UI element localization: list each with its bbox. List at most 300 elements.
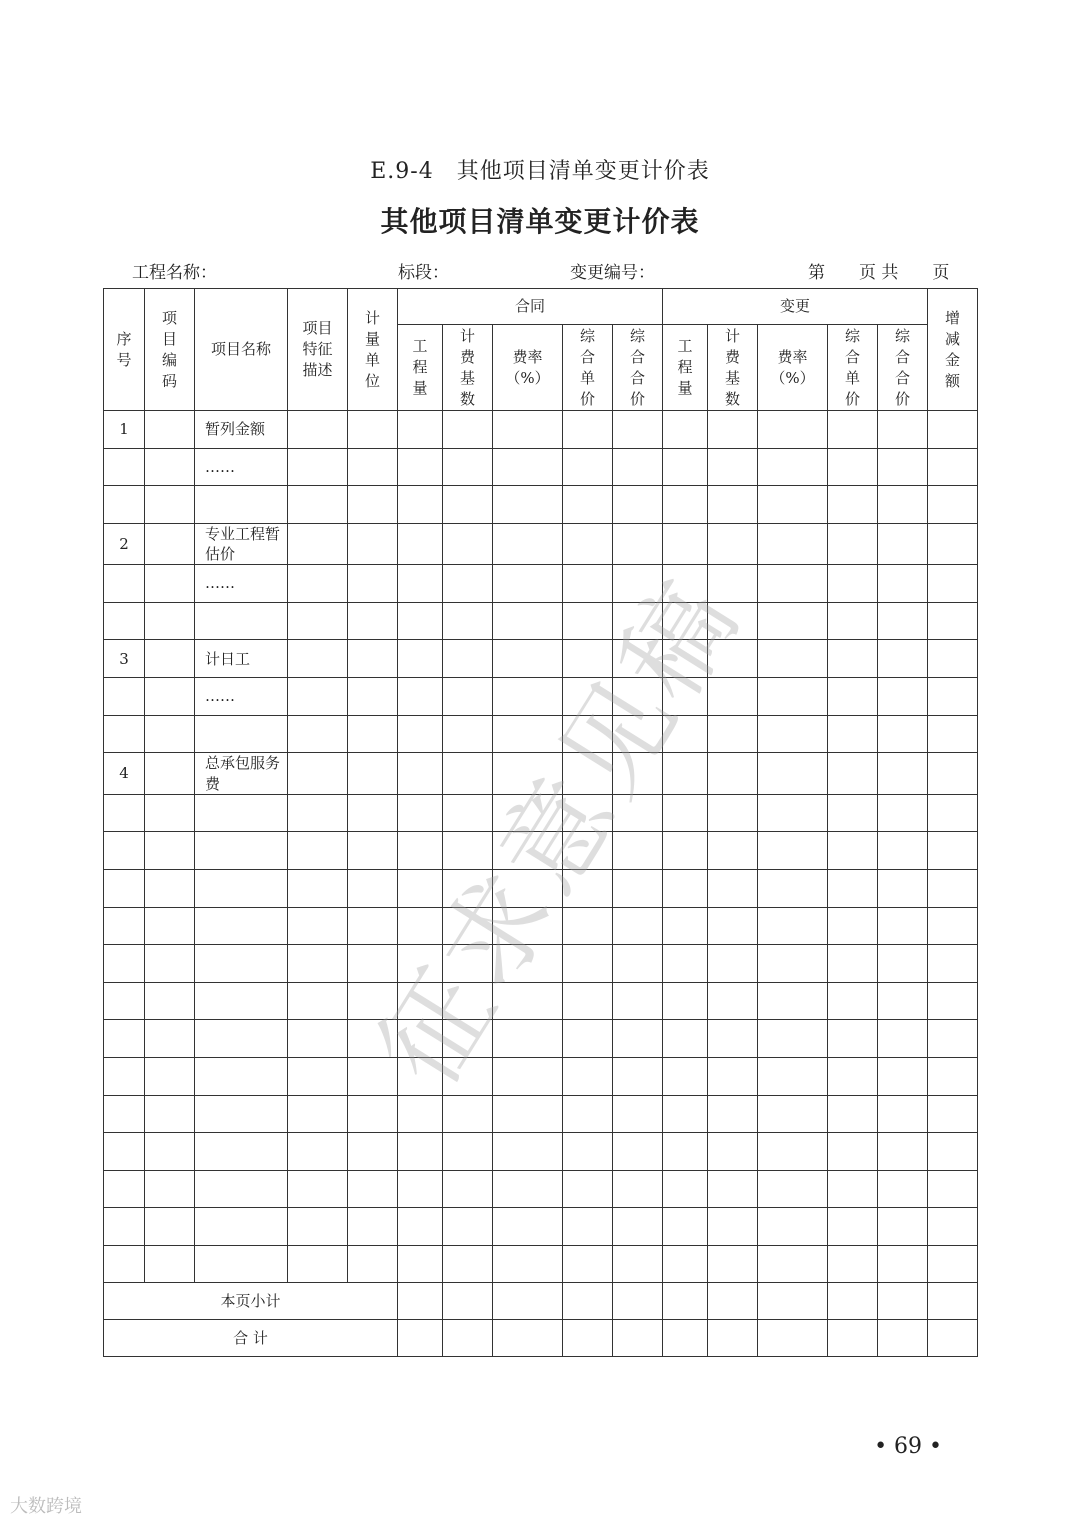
table-row <box>104 907 978 945</box>
table-cell <box>288 1020 348 1058</box>
row-name <box>195 982 288 1020</box>
table-cell <box>563 753 613 795</box>
table-cell <box>828 640 878 678</box>
table-cell <box>828 523 878 565</box>
table-cell <box>288 1245 348 1283</box>
table-cell <box>348 982 398 1020</box>
table-cell <box>828 1057 878 1095</box>
row-name: 专业工程暂估价 <box>195 523 288 565</box>
table-cell <box>348 1208 398 1246</box>
row-name <box>195 832 288 870</box>
table-cell <box>398 565 443 603</box>
table-cell <box>398 794 443 832</box>
table-cell <box>828 869 878 907</box>
table-cell <box>878 523 928 565</box>
table-row <box>104 753 978 795</box>
table-cell <box>145 1245 195 1283</box>
table-cell <box>443 1095 493 1133</box>
row-seq <box>104 1133 145 1171</box>
table-cell <box>348 448 398 486</box>
table-cell <box>493 1245 563 1283</box>
table-cell <box>878 1020 928 1058</box>
table-cell <box>708 1245 758 1283</box>
table-cell <box>563 565 613 603</box>
table-cell <box>288 1170 348 1208</box>
table-cell <box>828 602 878 640</box>
table-cell <box>398 1133 443 1171</box>
table-cell <box>348 1095 398 1133</box>
table-cell <box>145 1020 195 1058</box>
table-cell <box>878 945 928 983</box>
table-cell <box>398 1170 443 1208</box>
table-cell <box>348 869 398 907</box>
table-cell <box>145 523 195 565</box>
change-pricing-table <box>103 288 978 1357</box>
table-cell <box>288 602 348 640</box>
table-cell <box>928 678 978 716</box>
row-name <box>195 715 288 753</box>
table-cell <box>443 1170 493 1208</box>
row-name <box>195 869 288 907</box>
table-cell <box>613 448 663 486</box>
table-cell <box>348 565 398 603</box>
row-seq: 3 <box>104 640 145 678</box>
table-cell <box>145 448 195 486</box>
table-cell <box>563 1208 613 1246</box>
table-cell <box>708 982 758 1020</box>
table-cell <box>878 411 928 449</box>
table-cell <box>928 523 978 565</box>
table-row <box>104 1020 978 1058</box>
table-row <box>104 715 978 753</box>
table-cell <box>613 945 663 983</box>
table-cell <box>708 448 758 486</box>
table-cell <box>828 448 878 486</box>
row-name <box>195 602 288 640</box>
table-cell <box>758 1170 828 1208</box>
table-cell <box>348 794 398 832</box>
table-cell <box>828 1020 878 1058</box>
table-cell <box>708 411 758 449</box>
table-cell <box>145 565 195 603</box>
table-cell <box>493 1133 563 1171</box>
table-cell <box>758 832 828 870</box>
table-cell <box>493 1095 563 1133</box>
row-name: 总承包服务费 <box>195 753 288 795</box>
table-cell <box>878 1245 928 1283</box>
table-cell <box>288 1133 348 1171</box>
table-row <box>104 565 978 603</box>
table-cell <box>663 448 708 486</box>
row-seq <box>104 1020 145 1058</box>
table-cell <box>443 1133 493 1171</box>
table-cell <box>493 678 563 716</box>
table-cell <box>563 448 613 486</box>
table-row <box>104 448 978 486</box>
table-cell <box>398 832 443 870</box>
table-cell <box>828 753 878 795</box>
header-seq: 序号 <box>104 289 145 411</box>
row-seq <box>104 794 145 832</box>
table-cell <box>288 411 348 449</box>
table-cell <box>145 832 195 870</box>
row-seq <box>104 1095 145 1133</box>
total-label: 合 计 <box>104 1320 398 1357</box>
page-info-label: 第 页 共 页 <box>808 263 950 283</box>
row-seq <box>104 1170 145 1208</box>
table-row <box>104 982 978 1020</box>
table-cell <box>493 1020 563 1058</box>
table-cell <box>613 1170 663 1208</box>
table-cell <box>663 523 708 565</box>
table-cell <box>145 411 195 449</box>
table-cell <box>878 1208 928 1246</box>
table-cell <box>758 1057 828 1095</box>
table-cell <box>145 715 195 753</box>
table-cell <box>663 640 708 678</box>
table-cell <box>708 1208 758 1246</box>
table-cell <box>878 869 928 907</box>
table-cell <box>708 907 758 945</box>
table-cell <box>613 1208 663 1246</box>
table-cell <box>398 982 443 1020</box>
table-cell <box>493 982 563 1020</box>
table-cell <box>443 523 493 565</box>
table-cell <box>758 715 828 753</box>
header-desc: 项目特征描述 <box>288 289 348 411</box>
row-seq <box>104 715 145 753</box>
table-cell <box>348 832 398 870</box>
table-cell <box>758 602 828 640</box>
header-change-rate: 费率（%） <box>758 325 828 411</box>
table-cell <box>663 907 708 945</box>
table-row <box>104 945 978 983</box>
row-name: 暂列金额 <box>195 411 288 449</box>
table-cell <box>145 753 195 795</box>
section-subtitle: E.9-4 其他项目清单变更计价表 <box>370 159 710 184</box>
row-seq <box>104 1057 145 1095</box>
header-contract-rate: 费率（%） <box>493 325 563 411</box>
table-row <box>104 1095 978 1133</box>
table-cell <box>758 1208 828 1246</box>
table-row <box>104 832 978 870</box>
row-seq <box>104 486 145 524</box>
table-cell <box>493 794 563 832</box>
table-cell <box>928 448 978 486</box>
table-cell <box>613 411 663 449</box>
table-cell <box>928 1095 978 1133</box>
table-cell <box>878 1057 928 1095</box>
table-row <box>104 1057 978 1095</box>
table-row <box>104 678 978 716</box>
table-cell <box>613 523 663 565</box>
table-cell <box>663 1095 708 1133</box>
table-cell <box>828 1095 878 1133</box>
table-cell <box>928 1020 978 1058</box>
table-cell <box>613 982 663 1020</box>
table-cell <box>288 523 348 565</box>
header-change-unit-price: 综合单价 <box>828 325 878 411</box>
table-cell <box>663 753 708 795</box>
table-cell <box>145 907 195 945</box>
table-cell <box>563 523 613 565</box>
table-cell <box>288 869 348 907</box>
table-cell <box>563 640 613 678</box>
header-contract-unit-price: 综合单价 <box>563 325 613 411</box>
table-cell <box>613 794 663 832</box>
table-cell <box>288 486 348 524</box>
table-cell <box>708 486 758 524</box>
table-cell <box>613 678 663 716</box>
table-cell <box>878 1095 928 1133</box>
table-cell <box>758 1095 828 1133</box>
table-cell <box>398 907 443 945</box>
table-cell <box>828 945 878 983</box>
table-cell <box>493 1057 563 1095</box>
table-cell <box>663 982 708 1020</box>
table-cell <box>613 715 663 753</box>
watermark: 征求意见稿 <box>355 557 764 1108</box>
table-cell <box>443 1208 493 1246</box>
table-cell <box>563 982 613 1020</box>
table-cell <box>493 448 563 486</box>
table-cell <box>288 1057 348 1095</box>
table-cell <box>563 486 613 524</box>
table-cell <box>563 1020 613 1058</box>
table-cell <box>443 602 493 640</box>
table-cell <box>928 945 978 983</box>
table-cell <box>443 869 493 907</box>
row-seq <box>104 1245 145 1283</box>
table-cell <box>563 945 613 983</box>
row-name: …… <box>195 448 288 486</box>
table-cell <box>398 523 443 565</box>
table-cell <box>493 1170 563 1208</box>
table-cell <box>145 1095 195 1133</box>
table-cell <box>443 982 493 1020</box>
table-cell <box>493 602 563 640</box>
table-cell <box>288 945 348 983</box>
table-cell <box>145 1057 195 1095</box>
table-cell <box>348 1133 398 1171</box>
table-cell <box>288 1208 348 1246</box>
table-cell <box>878 640 928 678</box>
table-cell <box>663 945 708 983</box>
row-seq: 1 <box>104 411 145 449</box>
table-cell <box>348 678 398 716</box>
table-cell <box>758 486 828 524</box>
table-cell <box>758 982 828 1020</box>
table-cell <box>348 486 398 524</box>
table-row <box>104 523 978 565</box>
table-cell <box>758 640 828 678</box>
table-cell <box>398 945 443 983</box>
row-name <box>195 1057 288 1095</box>
table-row <box>104 1133 978 1171</box>
table-cell <box>493 945 563 983</box>
table-cell <box>443 794 493 832</box>
table-cell <box>398 640 443 678</box>
table-cell <box>758 945 828 983</box>
table-cell <box>928 486 978 524</box>
table-cell <box>928 1057 978 1095</box>
table-cell <box>398 715 443 753</box>
table-cell <box>563 1245 613 1283</box>
table-cell <box>443 640 493 678</box>
table-cell <box>758 1020 828 1058</box>
table-cell <box>443 678 493 716</box>
table-cell <box>288 794 348 832</box>
table-cell <box>828 565 878 603</box>
header-name: 项目名称 <box>195 289 288 411</box>
table-cell <box>663 715 708 753</box>
table-cell <box>443 1245 493 1283</box>
table-cell <box>663 1170 708 1208</box>
table-cell <box>828 715 878 753</box>
table-cell <box>878 486 928 524</box>
header-contract-base: 计费基数 <box>443 325 493 411</box>
row-name <box>195 945 288 983</box>
table-cell <box>348 1245 398 1283</box>
row-name <box>195 486 288 524</box>
table-cell <box>348 907 398 945</box>
table-cell <box>563 907 613 945</box>
table-cell <box>708 794 758 832</box>
table-row <box>104 486 978 524</box>
table-cell <box>443 945 493 983</box>
table-cell <box>145 1133 195 1171</box>
table-cell <box>708 523 758 565</box>
header-code: 项目编码 <box>145 289 195 411</box>
table-cell <box>758 907 828 945</box>
table-cell <box>828 1245 878 1283</box>
table-cell <box>563 602 613 640</box>
table-cell <box>663 794 708 832</box>
table-cell <box>348 411 398 449</box>
table-cell <box>563 678 613 716</box>
table-cell <box>288 982 348 1020</box>
table-cell <box>493 640 563 678</box>
table-cell <box>563 1133 613 1171</box>
table-row <box>104 1170 978 1208</box>
table-cell <box>493 715 563 753</box>
table-cell <box>563 411 613 449</box>
table-cell <box>758 1245 828 1283</box>
table-cell <box>878 565 928 603</box>
table-cell <box>145 602 195 640</box>
table-cell <box>398 486 443 524</box>
table-cell <box>928 565 978 603</box>
table-cell <box>613 1057 663 1095</box>
table-cell <box>928 602 978 640</box>
table-cell <box>878 715 928 753</box>
table-cell <box>443 832 493 870</box>
table-cell <box>493 753 563 795</box>
table-cell <box>145 982 195 1020</box>
row-name <box>195 1170 288 1208</box>
table-cell <box>398 1020 443 1058</box>
table-cell <box>443 411 493 449</box>
table-cell <box>928 982 978 1020</box>
change-number-label: 变更编号： <box>570 263 655 283</box>
table-cell <box>928 794 978 832</box>
table-cell <box>758 523 828 565</box>
page-number: • 69 • <box>874 1434 942 1459</box>
table-cell <box>828 1208 878 1246</box>
table-cell <box>663 602 708 640</box>
table-cell <box>348 640 398 678</box>
table-cell <box>443 486 493 524</box>
header-contract-total-price: 综合合价 <box>613 325 663 411</box>
table-cell <box>493 411 563 449</box>
table-row <box>104 794 978 832</box>
table-cell <box>663 1208 708 1246</box>
header-change-base: 计费基数 <box>708 325 758 411</box>
row-seq <box>104 907 145 945</box>
row-name <box>195 1133 288 1171</box>
table-cell <box>828 907 878 945</box>
table-cell <box>878 832 928 870</box>
table-cell <box>348 1020 398 1058</box>
row-name <box>195 1020 288 1058</box>
table-cell <box>145 640 195 678</box>
table-cell <box>828 1133 878 1171</box>
table-cell <box>708 1095 758 1133</box>
section-label: 标段： <box>398 263 449 283</box>
table-cell <box>708 869 758 907</box>
table-cell <box>398 448 443 486</box>
brand-logo: 大数跨境 <box>10 1496 82 1517</box>
header-change: 变更 <box>663 289 928 325</box>
table-cell <box>398 1208 443 1246</box>
table-row <box>104 1208 978 1246</box>
table-cell <box>398 1245 443 1283</box>
table-row <box>104 869 978 907</box>
table-cell <box>563 832 613 870</box>
table-cell <box>828 832 878 870</box>
table-cell <box>398 411 443 449</box>
table-cell <box>708 753 758 795</box>
table-cell <box>288 907 348 945</box>
table-cell <box>348 1170 398 1208</box>
table-cell <box>878 1170 928 1208</box>
row-seq: 4 <box>104 753 145 795</box>
table-cell <box>708 1020 758 1058</box>
table-cell <box>708 945 758 983</box>
table-cell <box>288 678 348 716</box>
table-cell <box>613 907 663 945</box>
table-cell <box>443 565 493 603</box>
row-name: …… <box>195 565 288 603</box>
row-seq <box>104 869 145 907</box>
table-cell <box>708 1170 758 1208</box>
table-cell <box>398 1057 443 1095</box>
table-row <box>104 640 978 678</box>
table-cell <box>758 448 828 486</box>
table-cell <box>398 753 443 795</box>
table-cell <box>758 1133 828 1171</box>
table-cell <box>613 1020 663 1058</box>
table-cell <box>288 565 348 603</box>
row-name: 计日工 <box>195 640 288 678</box>
table-cell <box>828 678 878 716</box>
table-cell <box>398 1095 443 1133</box>
table-cell <box>758 411 828 449</box>
table-cell <box>145 486 195 524</box>
table-cell <box>493 523 563 565</box>
table-cell <box>878 448 928 486</box>
table-cell <box>348 602 398 640</box>
